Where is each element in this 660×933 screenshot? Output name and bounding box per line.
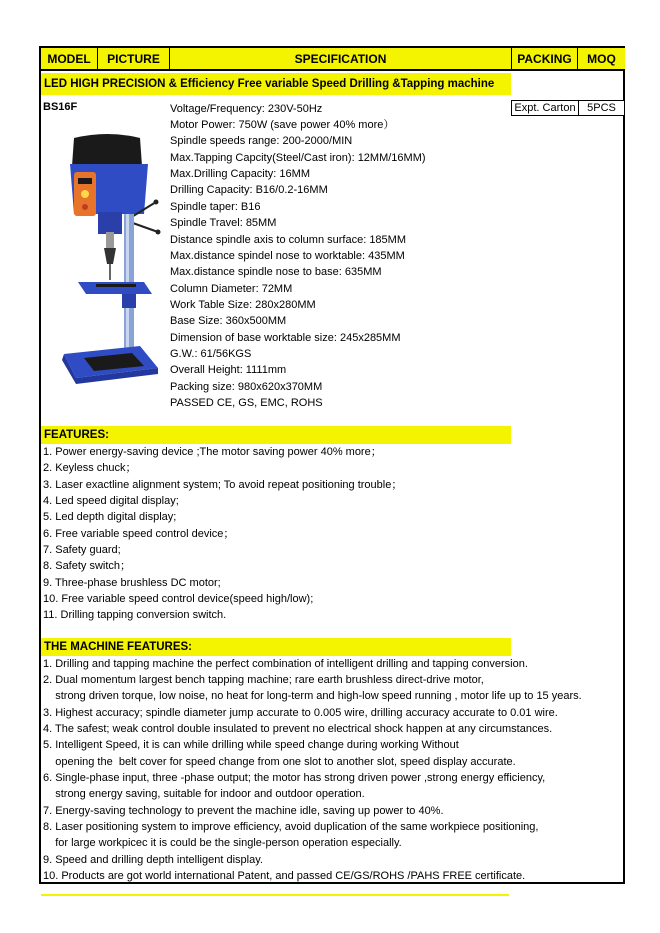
header-picture: PICTURE	[98, 48, 170, 71]
features-band	[41, 426, 511, 444]
machine-feature-line: 2. Dual momentum largest bench tapping machine; rare earth brushless direct-drive motor,	[43, 674, 484, 686]
drill-press-image	[56, 132, 162, 390]
packing-value: Expt. Carton	[511, 100, 579, 116]
machine-feature-line: 10. Products are got world international Patent, and passed CE/GS/ROHS /PAHS FREE certificate.	[43, 870, 526, 882]
machine-feature-line: 8. Laser positioning system to improve efficiency, avoid duplication of the same workpiece positioning,	[43, 821, 539, 833]
feature-item: 9. Three-phase brushless DC motor;	[43, 577, 221, 589]
moq-value: 5PCS	[578, 100, 625, 116]
spec-line: Motor Power: 750W (save power 40% more）	[170, 119, 395, 131]
header-moq: MOQ	[578, 48, 625, 71]
spec-line: Dimension of base worktable size: 245x285MM	[170, 332, 401, 344]
footer-rule	[41, 894, 509, 896]
feature-item: 5. Led depth digital display;	[43, 511, 177, 523]
spec-line: Drilling Capacity: B16/0.2-16MM	[170, 184, 328, 196]
machine-feature-line: 7. Energy-saving technology to prevent the machine idle, saving up power to 40%.	[43, 805, 444, 817]
spec-line: Overall Height: 1111mm	[170, 364, 287, 376]
spec-line: Column Diameter: 72MM	[170, 283, 293, 295]
feature-item: 3. Laser exactline alignment system; To avoid repeat positioning trouble；	[43, 479, 403, 491]
feature-item: 7. Safety guard;	[43, 544, 121, 556]
spec-line: Max.distance spindel nose to worktable: 435MM	[170, 250, 405, 262]
feature-item: 4. Led speed digital display;	[43, 495, 179, 507]
header-model: MODEL	[41, 48, 98, 71]
feature-item: 11. Drilling tapping conversion switch.	[43, 609, 227, 621]
feature-item: 6. Free variable speed control device；	[43, 528, 235, 540]
machine-feature-line: 5. Intelligent Speed, it is can while drilling while speed change during working Without	[43, 739, 459, 751]
features-title: FEATURES:	[44, 429, 109, 441]
machine-feature-line: opening the belt cover for speed change from one slot to another slot, speed display accurate.	[43, 756, 516, 768]
product-sheet	[39, 46, 625, 884]
spec-line: Max.Drilling Capacity: 16MM	[170, 168, 310, 180]
spec-line: Spindle speeds range: 200-2000/MIN	[170, 135, 353, 147]
feature-item: 1. Power energy-saving device ;The motor saving power 40% more；	[43, 446, 382, 458]
machine-features-title: THE MACHINE FEATURES:	[44, 641, 193, 653]
spec-line: Work Table Size: 280x280MM	[170, 299, 316, 311]
spec-line: Spindle Travel: 85MM	[170, 217, 277, 229]
spec-line: Base Size: 360x500MM	[170, 315, 287, 327]
spec-line: G.W.: 61/56KGS	[170, 348, 252, 360]
spec-line: Max.Tapping Capcity(Steel/Cast iron): 12MM/16MM)	[170, 152, 426, 164]
machine-feature-line: 4. The safest; weak control double insulated to prevent no electrical shock happen at any circumstances.	[43, 723, 553, 735]
machine-feature-line: 9. Speed and drilling depth intelligent display.	[43, 854, 263, 866]
spec-line: Max.distance spindle nose to base: 635MM	[170, 266, 382, 278]
spec-line: Voltage/Frequency: 230V-50Hz	[170, 103, 323, 115]
feature-item: 10. Free variable speed control device(speed high/low);	[43, 593, 314, 605]
model-code: BS16F	[43, 101, 78, 113]
spec-line: Spindle taper: B16	[170, 201, 261, 213]
machine-feature-line: strong energy saving, suitable for indoor and outdoor operation.	[43, 788, 365, 800]
header-packing: PACKING	[512, 48, 578, 71]
spec-line: PASSED CE, GS, EMC, ROHS	[170, 397, 323, 409]
spec-line: Distance spindle axis to column surface: 185MM	[170, 234, 406, 246]
machine-feature-line: 3. Highest accuracy; spindle diameter jump accurate to 0.005 wire, drilling accuracy accurate to 0.01 wire.	[43, 707, 558, 719]
feature-item: 8. Safety switch；	[43, 560, 132, 572]
machine-feature-line: strong driven torque, low noise, no heat for long-term and high-low speed running , motor life up to 15 years.	[43, 690, 582, 702]
machine-feature-line: 1. Drilling and tapping machine the perfect combination of intelligent drilling and tapping conversion.	[43, 658, 528, 670]
spec-line: Packing size: 980x620x370MM	[170, 381, 323, 393]
product-title: LED HIGH PRECISION & Efficiency Free variable Speed Drilling &Tapping machine	[44, 78, 495, 90]
machine-feature-line: for large workpicec it is could be the single-person operation especially.	[43, 837, 402, 849]
header-specification: SPECIFICATION	[170, 48, 512, 71]
machine-feature-line: 6. Single-phase input, three -phase output; the motor has strong driven power ,strong energy efficiency,	[43, 772, 546, 784]
feature-item: 2. Keyless chuck；	[43, 462, 137, 474]
